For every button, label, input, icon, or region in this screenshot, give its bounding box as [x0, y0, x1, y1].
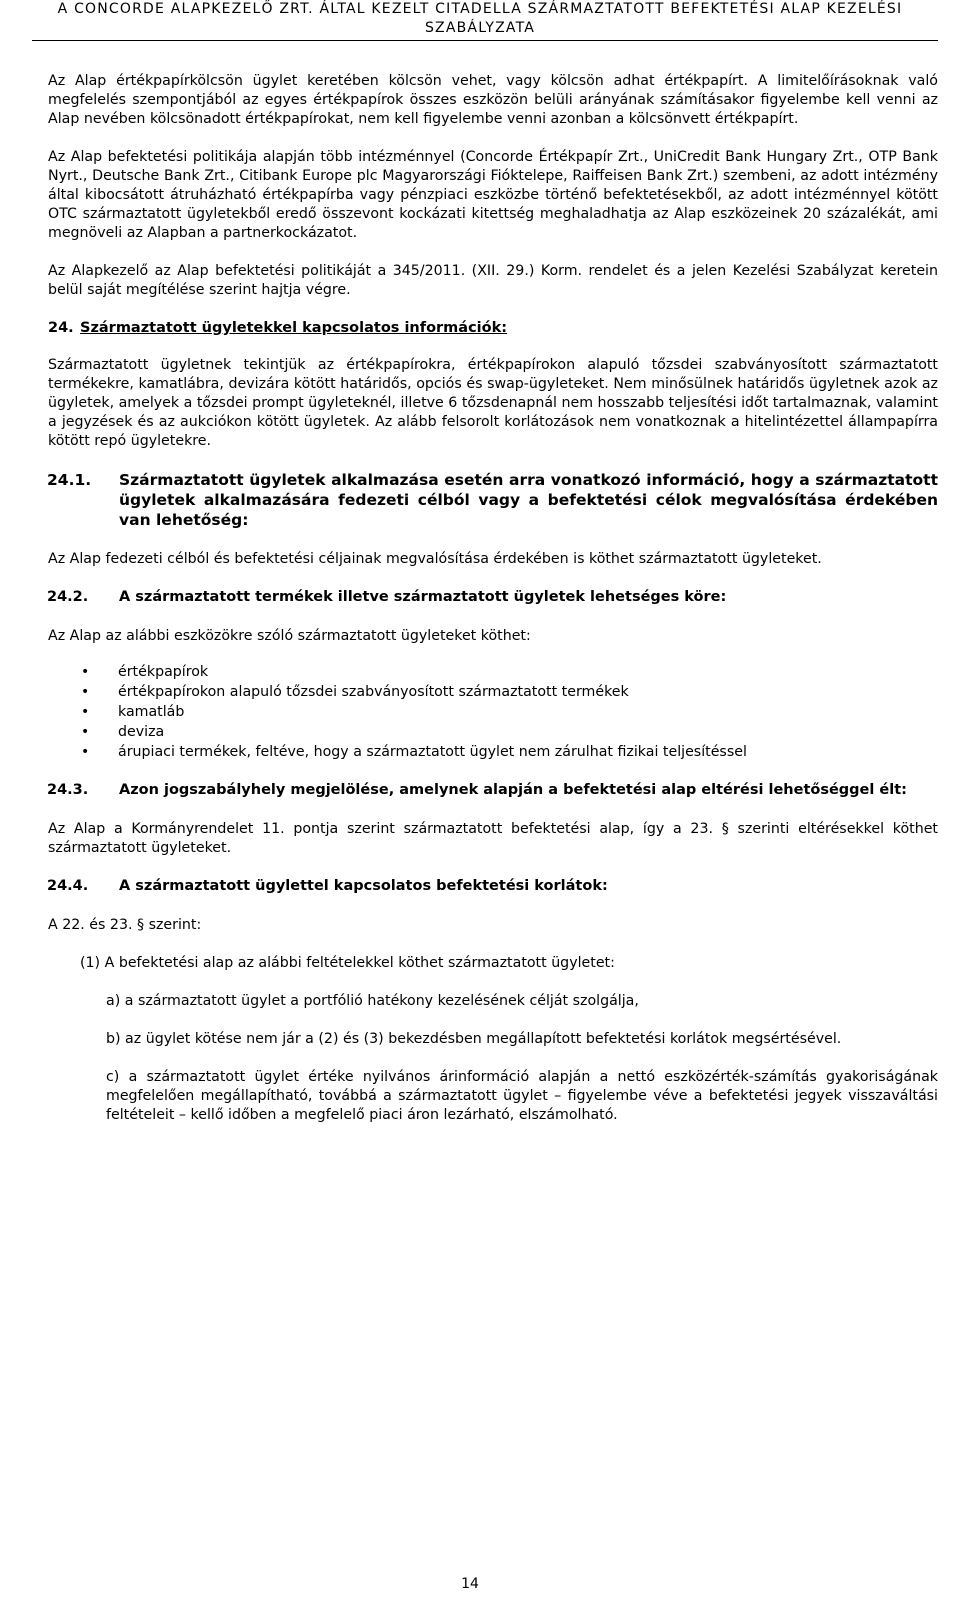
paragraph-counterparty: Az Alap befektetési politikája alapján több intézménnyel (Concorde Értékpapír Zrt., UniCredit Bank Hungary Zrt., OTP Bank Nyrt., Deutsche Bank Zrt., Citibank Europe plc Magyarországi Fióktelepe, Raiffeisen Bank Zrt.) szembeni, az adott intézmény által kibocsátott átruházható értékpapírba vagy pénzpiaci eszközbe történő befektetésekből, az adott intézménnyel kötött OTC származtatott ügyletekből eredő összevont kockázati kitettség meghaladhatja az Alap eszközeinek 20 százalékát, ami megnöveli az Alapban a partnerkockázatot. [48, 149, 938, 241]
list-item: • értékpapírokon alapuló tőzsdei szabványosított származtatott termékek [81, 684, 629, 700]
list-item: • árupiaci termékek, feltéve, hogy a származtatott ügylet nem zárulhat fizikai teljesítéssel [81, 744, 747, 760]
subsection-number: 24.3. [47, 782, 89, 798]
subsection-24-4-heading [47, 877, 938, 896]
header-line-2: SZABÁLYZATA [424, 20, 536, 36]
subsection-title: A származtatott ügylettel kapcsolatos befektetési korlátok: [119, 878, 608, 894]
header-rule [32, 40, 938, 41]
list-item: • deviza [81, 724, 165, 740]
page-header [0, 0, 960, 42]
bullet-icon: • [81, 704, 90, 720]
instrument-list [48, 662, 938, 762]
subsection-24-3-text: Az Alap a Kormányrendelet 11. pontja szerint származtatott befektetési alap, így a 23. § szerinti eltérésekkel köthet származtatott ügyleteket. [48, 821, 938, 856]
bullet-icon: • [81, 664, 90, 680]
subsection-number: 24.2. [47, 589, 89, 605]
subsection-title: Származtatott ügyletek alkalmazása esetén arra vonatkozó információ, hogy a származtatott ügyletek alkalmazására fedezeti célból vagy a befektetési célok megvalósítása érdekében van lehetőség: [119, 471, 938, 529]
subsection-24-2-intro: Az Alap az alábbi eszközökre szóló származtatott ügyleteket köthet: [48, 628, 531, 644]
subsection-title: Azon jogszabályhely megjelölése, amelynek alapján a befektetési alap eltérési lehetőséggel élt: [119, 782, 907, 798]
header-line-1: A CONCORDE ALAPKEZELŐ ZRT. ÁLTAL KEZELT CITADELLA SZÁRMAZTATOTT BEFEKTETÉSI ALAP KEZELÉSI [57, 1, 903, 17]
subsection-number: 24.1. [47, 471, 92, 489]
clause-1: (1) A befektetési alap az alábbi feltételekkel köthet származtatott ügyletet: [80, 955, 615, 971]
subsection-24-2-heading [47, 588, 938, 607]
section-24-heading [48, 319, 938, 338]
section-24-intro: Származtatott ügyletnek tekintjük az értékpapírokra, értékpapírokon alapuló tőzsdei szabványosított származtatott termékekre, kamatlábra, devizára kötött határidős, opciós és swap-ügyleteket. Nem minősülnek határidős ügyletnek azok az ügyletek, amelyek a tőzsdei prompt ügyleteknél, illetve 6 tőzsdenapnál nem hosszabb teljesítési időt tartalmaznak, valamint a jegyzések és az aukciókon kötött ügyletek. Az alább felsorolt korlátozások nem vonatkoznak a hitelintézettel állampapírra kötött repó ügyletekre. [48, 357, 938, 449]
clause-c: c) a származtatott ügylet értéke nyilvános árinformáció alapján a nettó eszközérték-számítás gyakoriságának megfelelően megállapítható, továbbá a származtatott ügylet – figyelembe véve a befektetési jegyek visszaváltási feltételeit – kellő időben a megfelelő piaci áron lezárható, elszámolható. [106, 1069, 938, 1123]
bullet-icon: • [81, 724, 90, 740]
bullet-icon: • [81, 744, 90, 760]
section-title: Származtatott ügyletekkel kapcsolatos információk: [80, 320, 508, 336]
subsection-24-4-intro: A 22. és 23. § szerint: [48, 917, 202, 933]
list-item: • kamatláb [81, 704, 185, 720]
page-number: 14 [461, 1576, 479, 1592]
bullet-icon: • [81, 684, 90, 700]
subsection-24-3-heading [47, 781, 938, 800]
subsection-number: 24.4. [47, 878, 89, 894]
subsection-24-1-text: Az Alap fedezeti célból és befektetési céljainak megvalósítása érdekében is köthet származtatott ügyleteket. [48, 551, 822, 567]
clause-b: b) az ügylet kötése nem jár a (2) és (3) bekezdésben megállapított befektetési korlátok megsértésével. [106, 1031, 842, 1047]
paragraph-policy: Az Alapkezelő az Alap befektetési politikáját a 345/2011. (XII. 29.) Korm. rendelet és a jelen Kezelési Szabályzat keretein belül saját megítélése szerint hajtja végre. [48, 263, 938, 298]
section-number: 24. [48, 320, 74, 336]
clause-a: a) a származtatott ügylet a portfólió hatékony kezelésének célját szolgálja, [106, 993, 639, 1009]
subsection-title: A származtatott termékek illetve származtatott ügyletek lehetséges köre: [119, 589, 727, 605]
list-item: • értékpapírok [81, 664, 209, 680]
paragraph-lending: Az Alap értékpapírkölcsön ügylet keretében kölcsön vehet, vagy kölcsön adhat értékpapírt. A limitelőírásoknak való megfelelés szempontjából az egyes értékpapírok összes eszközön belüli arányának számításakor figyelembe kell venni az Alap nevében kölcsönadott értékpapírokat, nem kell figyelembe venni azonban a kölcsönvett értékpapírt. [48, 73, 938, 127]
document-body [48, 72, 938, 1144]
subsection-24-1-heading [47, 470, 938, 530]
